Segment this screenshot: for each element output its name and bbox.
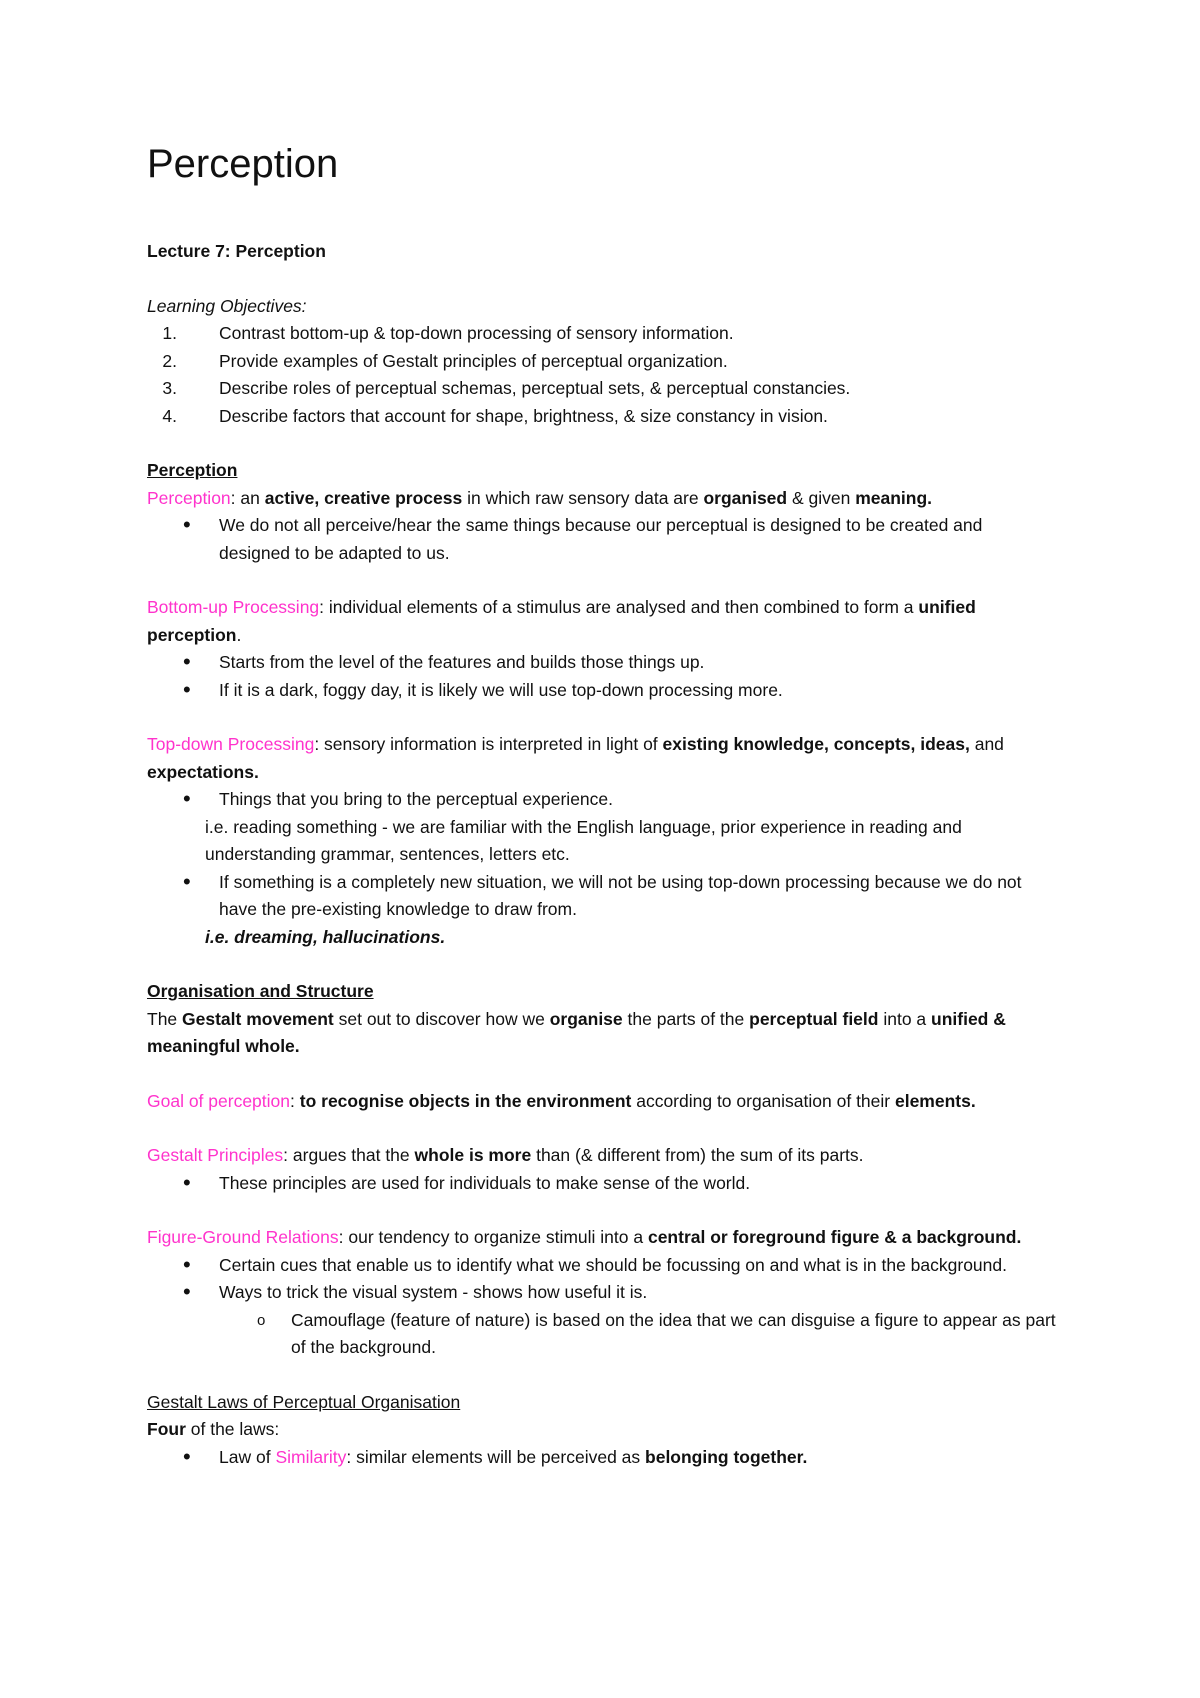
objective-item bbox=[147, 375, 1057, 403]
objectives-heading: Learning Objectives: bbox=[147, 295, 307, 316]
term-goal: Goal of perception bbox=[147, 1090, 291, 1111]
objective-text: Describe factors that account for shape, brightness, & size constancy in vision. bbox=[219, 405, 828, 426]
perception-definition: Perception: an active, creative process in which raw sensory data are organised & given meaning. bbox=[147, 487, 933, 508]
organisation-text: The Gestalt movement set out to discover how we organise the parts of the perceptual field into a unified & meaningful whole. bbox=[147, 1008, 1006, 1056]
bullet-item: • If something is a completely new situation, we will not be using top-down processing because we do not have the pre-existing knowledge to draw from. bbox=[147, 869, 1057, 924]
section-heading-laws: Gestalt Laws of Perceptual Organisation bbox=[147, 1391, 461, 1412]
figure-ground-definition: Figure-Ground Relations: our tendency to organize stimuli into a central or foreground figure & a background. bbox=[147, 1227, 1022, 1247]
term-figure-ground: Figure-Ground Relations bbox=[147, 1227, 339, 1247]
gestalt-principles-definition: Gestalt Principles: argues that the whole is more than (& different from) the sum of its parts. bbox=[147, 1145, 864, 1165]
sub-bullets bbox=[219, 1307, 1057, 1362]
section-heading-organisation: Organisation and Structure bbox=[147, 981, 374, 1001]
laws-intro: Four of the laws: bbox=[147, 1419, 280, 1439]
top-down-bullets bbox=[147, 786, 1057, 814]
term-gestalt-principles: Gestalt Principles bbox=[147, 1145, 284, 1165]
objective-number: 1. bbox=[162, 323, 177, 343]
objective-item bbox=[147, 403, 1057, 431]
bullet-item: • We do not all perceive/hear the same things because our perceptual is designed to be created and designed to be adapted to us. bbox=[147, 512, 1057, 567]
bullet-item: • Starts from the level of the features and builds those things up. bbox=[147, 649, 1057, 677]
section-heading-perception: Perception bbox=[147, 460, 238, 480]
bottom-up-bullets bbox=[147, 649, 1057, 704]
objective-number: 2. bbox=[162, 350, 177, 371]
objective-item bbox=[147, 320, 1057, 348]
objectives-list bbox=[147, 320, 1057, 430]
goal-definition: Goal of perception: to recognise objects in the environment according to organisation of their elements. bbox=[147, 1090, 976, 1111]
bottom-up-definition: Bottom-up Processing: individual elements of a stimulus are analysed and then combined to form a unified perception. bbox=[147, 597, 976, 645]
bullet-item: • Ways to trick the visual system - shows how useful it is. o Camouflage (feature of nature) is based on the idea that we can disguise a figure to appear as part of the background. bbox=[147, 1279, 1057, 1362]
term-similarity: Similarity bbox=[275, 1446, 347, 1467]
objective-text: Describe roles of perceptual schemas, perceptual sets, & perceptual constancies. bbox=[219, 378, 851, 398]
term-top-down: Top-down Processing bbox=[147, 734, 315, 754]
objective-item bbox=[147, 348, 1057, 376]
document-content bbox=[147, 140, 1057, 1471]
bullet-item: • Certain cues that enable us to identify what we should be focussing on and what is in the background. bbox=[147, 1252, 1057, 1280]
example-note: i.e. reading something - we are familiar with the English language, prior experience in reading and understanding grammar, sentences, letters etc. bbox=[205, 816, 962, 864]
perception-bullets bbox=[147, 512, 1057, 567]
bullet-item: • Things that you bring to the perceptual experience. bbox=[147, 786, 1057, 814]
objective-text: Contrast bottom-up & top-down processing of sensory information. bbox=[219, 323, 734, 343]
page-title: Perception bbox=[147, 142, 339, 186]
example-note: i.e. dreaming, hallucinations. bbox=[205, 926, 446, 947]
sub-bullet-item: o Camouflage (feature of nature) is based on the idea that we can disguise a figure to appear as part of the background. bbox=[219, 1307, 1057, 1362]
term-bottom-up: Bottom-up Processing bbox=[147, 597, 320, 617]
bullet-item: • If it is a dark, foggy day, it is likely we will use top-down processing more. bbox=[147, 677, 1057, 705]
bullet-item: • These principles are used for individuals to make sense of the world. bbox=[147, 1170, 1057, 1198]
top-down-definition: Top-down Processing: sensory information is interpreted in light of existing knowledge, concepts, ideas, and expectations. bbox=[147, 734, 1004, 782]
bullet-item: • Law of Similarity: similar elements will be perceived as belonging together. bbox=[147, 1444, 1057, 1472]
objective-text: Provide examples of Gestalt principles of perceptual organization. bbox=[219, 350, 728, 371]
lecture-heading: Lecture 7: Perception bbox=[147, 241, 326, 261]
term-perception: Perception bbox=[147, 487, 231, 508]
objective-number: 4. bbox=[162, 405, 177, 426]
objective-number: 3. bbox=[162, 378, 177, 398]
